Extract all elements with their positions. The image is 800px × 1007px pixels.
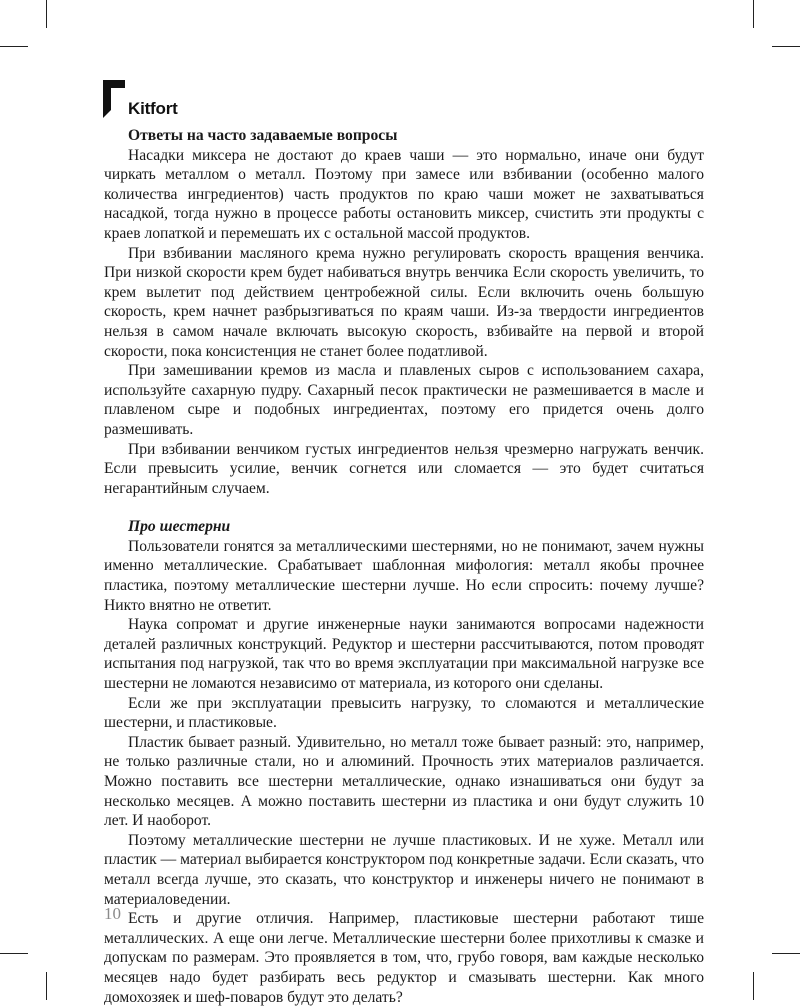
paragraph: При взбивании масляного крема нужно регулировать скорость вращения венчика. При низкой скорости крем будет набиваться внутрь венчика Если скорость увеличить, то крем вылетит под действием центробежной силы. Если включить очень большую скорость, крем начнет разбрызгиваться по краям чаши. Из-за твердости ингредиентов нельзя в самом начале включать высокую скорость, взбивайте на первой и второй скорости, пока консистенция не станет более податливой. bbox=[104, 244, 704, 360]
paragraph: Поэтому металлические шестерни не лучше пластиковых. И не хуже. Металл или пластик — материал выбирается конструктором под конкретные задачи. Если сказать, что металл всегда лучше, это сказать, что конструктор и инженеры ничего не понимают в материаловедении. bbox=[104, 831, 704, 908]
paragraph: Если же при эксплуатации превысить нагрузку, то сломаются и металлические шестерни, и пластиковые. bbox=[104, 694, 704, 732]
page-number: 10 bbox=[104, 904, 121, 923]
crop-mark bbox=[772, 953, 800, 954]
crop-mark bbox=[753, 972, 754, 1000]
crop-mark bbox=[0, 953, 28, 954]
document-body bbox=[104, 126, 704, 1007]
crop-mark bbox=[772, 46, 800, 47]
brand-name: Kitfort bbox=[128, 99, 178, 118]
paragraph: Насадки миксера не достают до краев чаши — это нормально, иначе они будут чиркать металлом о металл. Поэтому при замесе или взбивании (особенно малого количества ингредиентов) часть продуктов по краю чаши может не захватываться насадкой, тогда нужно в процессе работы остановить миксер, счистить эти продукты с краев лопаткой и перемешать их с остальной массой продуктов. bbox=[104, 146, 704, 242]
crop-mark bbox=[46, 0, 47, 28]
kitfort-logo-icon bbox=[103, 80, 125, 118]
paragraph: При взбивании венчиком густых ингредиентов нельзя чрезмерно нагружать венчик. Если превысить усилие, венчик согнется или сломается — это будет считаться негарантийным случаем. bbox=[104, 440, 704, 497]
paragraph: Наука сопромат и другие инженерные науки занимаются вопросами надежности деталей различных конструкций. Редуктор и шестерни рассчитываются, потом проводят испытания под нагрузкой, так что во время эксплуатации при максимальной нагрузке все шестерни не ломаются независимо от материала, из которого они сделаны. bbox=[104, 616, 704, 693]
crop-mark bbox=[0, 46, 28, 47]
paragraph: Пользователи гонятся за металлическими шестернями, но не понимают, зачем нужны именно металлические. Срабатывает шаблонная мифология: металл якобы прочнее пластика, поэтому металлические шестерни лучше. Но если спросить: почему лучше? Никто внятно не ответит. bbox=[104, 537, 704, 614]
paragraph: При замешивании кремов из масла и плавленых сыров с использованием сахара, используйте сахарную пудру. Сахарный песок практически не размешивается в масле и плавленом сыре и подобных ингредиентах, поэтому его придется очень долго размешивать. bbox=[104, 362, 704, 438]
paragraph: Есть и другие отличия. Например, пластиковые шестерни работают тише металлических. А еще они легче. Металлические шестерни более прихотливы к смазке и допускам по размерам. Это проявляется в том, что, грубо говоря, вам каждые несколько месяцев надо будет разбирать весь редуктор и смазывать шестерни. Как много домохозяек и шеф-поваров будут это делать? bbox=[104, 910, 704, 1006]
crop-mark bbox=[753, 0, 754, 28]
section-heading-gears: Про шестерни bbox=[128, 518, 231, 536]
paragraph: Пластик бывает разный. Удивительно, но металл тоже бывает разный: это, например, не только различные стали, но и алюминий. Прочность этих материалов различается. Можно поставить все шестерни металлические, однако изнашиваться они будут за несколько месяцев. А можно поставить шестерни из пластика и они будут служить 10 лет. И наоборот. bbox=[104, 733, 704, 830]
crop-mark bbox=[46, 972, 47, 1000]
section-heading-faq: Ответы на часто задаваемые вопросы bbox=[128, 127, 398, 144]
